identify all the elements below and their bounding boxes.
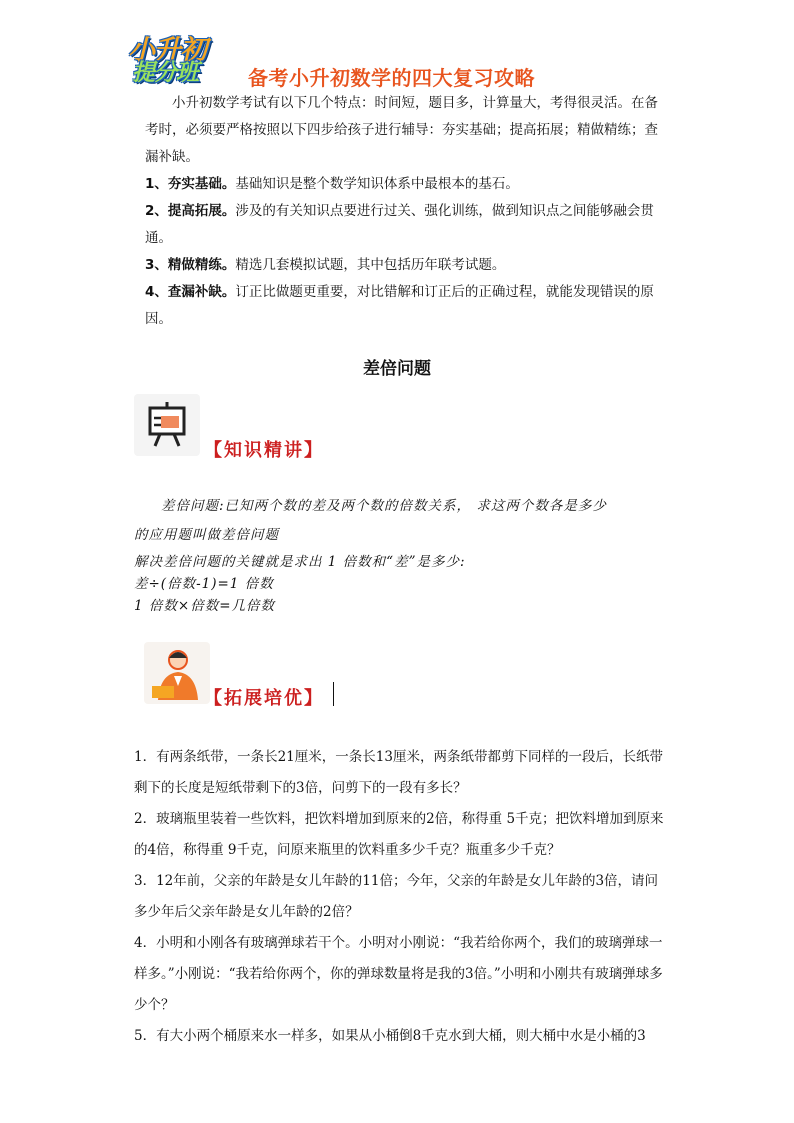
section-title: 差倍问题: [363, 359, 431, 379]
tip-3-body: 精选几套模拟试题，其中包括历年联考试题。: [235, 257, 506, 273]
knowledge-line5: 1 倍数×倍数=几倍数: [134, 598, 276, 614]
question-5: 5．有大小两个桶原来水一样多，如果从小桶倒8千克水到大桶，则大桶中水是小桶的3: [134, 1028, 646, 1044]
question-4: 4．小明和小刚各有玻璃弹球若干个。小明对小刚说：“我若给你两个，我们的玻璃弹球一样多。”小刚说：“我若给你两个，你的弹球数量将是我的3倍。”小明和小刚共有玻璃弹球多少个？: [134, 935, 663, 1013]
tip-2: [145, 198, 665, 252]
logo: [122, 28, 210, 86]
tip-4: [145, 279, 665, 333]
question-1: 1．有两条纸带，一条长21厘米，一条长13厘米，两条纸带都剪下同样的一段后，长纸带剩下的长度是短纸带剩下的3倍，问剪下的一段有多长？: [134, 749, 663, 796]
tip-1: [145, 171, 665, 198]
knowledge-line4: 差÷(倍数-1)=1 倍数: [134, 576, 274, 592]
banner-extension: 【拓展培优】: [204, 688, 324, 709]
presentation-board-icon: [134, 394, 200, 456]
knowledge-line3: 解决差倍问题的关键就是求出 1 倍数和“差”是多少:: [134, 554, 466, 570]
tip-4-head: 4、查漏补缺。: [145, 284, 236, 300]
document-title: 备考小升初数学的四大复习攻略: [248, 66, 535, 90]
tip-2-head: 2、提高拓展。: [145, 203, 236, 219]
tip-3: [145, 252, 665, 279]
logo-line1: 小升初: [128, 35, 206, 66]
question-2: 2．玻璃瓶里装着一些饮料，把饮料增加到原来的2倍，称得重 5千克；把饮料增加到原来的4倍，称得重 9千克，问原来瓶里的饮料重多少千克？瓶重多少千克？: [134, 811, 664, 858]
teacher-avatar-icon: [144, 642, 210, 704]
tip-1-head: 1、夯实基础。: [145, 176, 236, 192]
question-3: 3．12年前，父亲的年龄是女儿年龄的11倍；今年，父亲的年龄是女儿年龄的3倍，请问多少年后父亲年龄是女儿年龄的2倍？: [134, 873, 659, 920]
logo-line2: 提分班: [132, 60, 198, 86]
tip-1-body: 基础知识是整个数学知识体系中最根本的基石。: [235, 176, 519, 192]
intro-paragraph: 小升初数学考试有以下几个特点：时间短，题目多，计算量大，考得很灵活。在备考时，必须要严格按照以下四步给孩子进行辅导：夯实基础；提高拓展；精做精练；查漏补缺。: [145, 95, 658, 165]
knowledge-line2: 的应用题叫做差倍问题: [134, 527, 279, 543]
knowledge-line1: 差倍问题:已知两个数的差及两个数的倍数关系， 求这两个数各是多少: [161, 498, 607, 514]
tip-2-body: 涉及的有关知识点要进行过关、强化训练，做到知识点之间能够融会贯通。: [145, 203, 654, 246]
tip-3-head: 3、精做精练。: [145, 257, 236, 273]
tip-4-body: 订正比做题更重要，对比错解和订正后的正确过程，就能发现错误的原因。: [145, 284, 654, 327]
banner-knowledge: 【知识精讲】: [204, 440, 324, 461]
text-cursor: [333, 682, 334, 706]
